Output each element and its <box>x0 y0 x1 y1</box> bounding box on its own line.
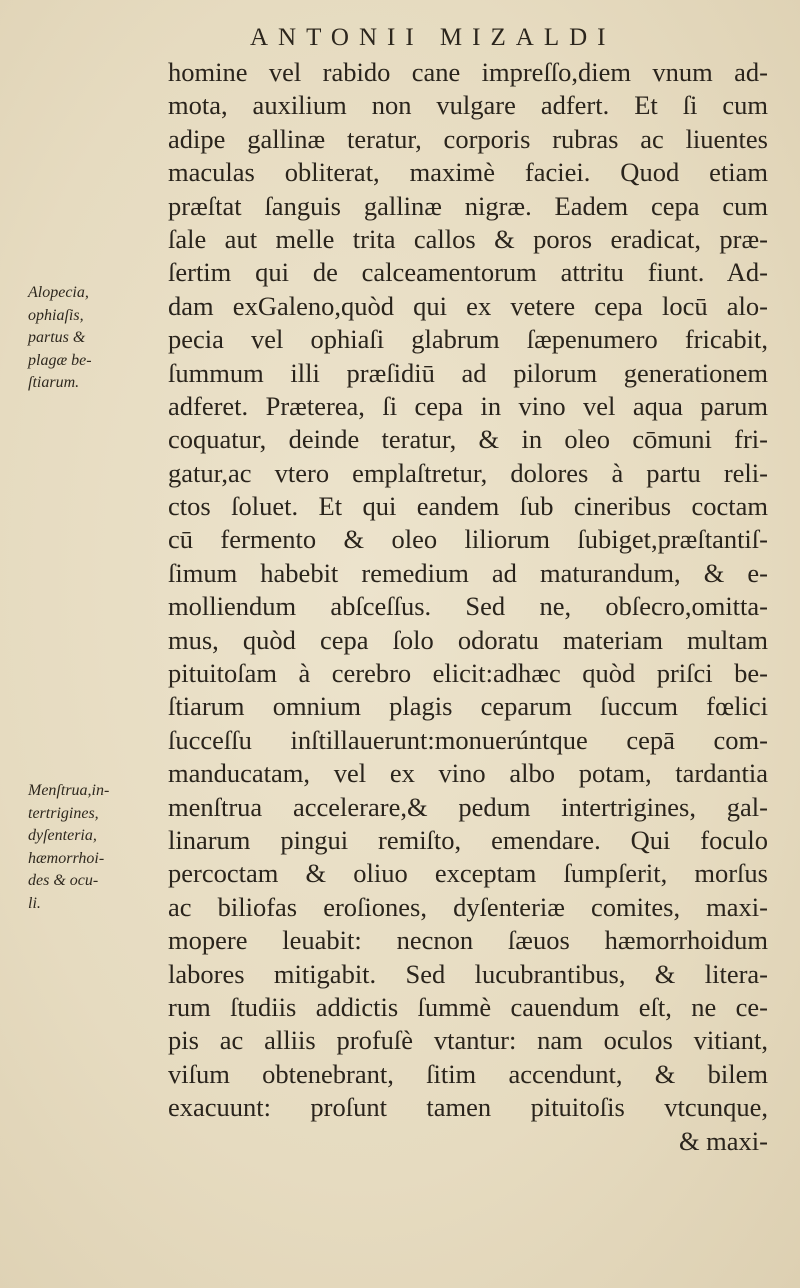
margin-note-line: plagæ be- <box>28 351 92 369</box>
text-line: dam exGaleno,quòd qui ex vetere cepa locū alo- <box>168 290 768 321</box>
text-line: percoctam & oliuo exceptam ſumpſerit, morſus <box>168 858 768 889</box>
text-line: manducatam, vel ex vino albo potam, tardantia <box>168 758 768 789</box>
margin-note-line: des & ocu- <box>28 872 99 889</box>
main-text-block <box>168 56 768 1158</box>
text-line: rum ſtudiis addictis ſummè cauendum eſt, ne ce- <box>168 991 768 1022</box>
text-line: ctos ſoluet. Et qui eandem ſub cineribus coctam <box>168 491 768 522</box>
margin-note-alopecia <box>28 282 156 395</box>
running-header: ANTONII MIZALDI <box>250 24 616 51</box>
text-line: linarum pingui remiſto, emendare. Qui foculo <box>168 824 768 855</box>
margin-note-line: partus & <box>28 329 86 346</box>
text-line: exacuunt: proſunt tamen pituitoſis vtcunque, <box>168 1092 768 1123</box>
text-line: homine vel rabido cane impreſſo,diem vnum ad- <box>168 57 768 87</box>
text-line: ſale aut melle trita callos & poros eradicat, præ- <box>168 223 768 254</box>
text-line: coquatur, deinde teratur, & in oleo cōmuni fri- <box>168 424 768 455</box>
text-line: ſertim qui de calceamentorum attritu fiunt. Ad- <box>168 257 768 288</box>
text-line: labores mitigabit. Sed lucubrantibus, & litera- <box>168 958 768 989</box>
margin-note-line: Menſtrua,in- <box>28 782 110 799</box>
text-line: pecia vel ophiaſi glabrum ſæpenumero fricabit, <box>168 324 768 355</box>
margin-note-line: ſtiarum. <box>28 374 80 391</box>
text-line: pis ac alliis profuſè vtantur: nam oculos vitiant, <box>168 1025 768 1056</box>
text-line: ſummum illi præſidiū ad pilorum generationem <box>168 357 768 388</box>
text-line: adipe gallinæ teratur, corporis rubras ac liuentes <box>168 123 768 154</box>
text-line: molliendum abſceſſus. Sed ne, obſecro,omitta- <box>168 591 768 622</box>
text-line: pituitoſam à cerebro elicit:adhæc quòd priſci be- <box>168 658 768 689</box>
text-line: ſucceſſu inſtillauerunt:monuerúntque cepā com- <box>168 724 768 755</box>
text-line: mus, quòd cepa ſolo odoratu materiam multam <box>168 624 768 655</box>
text-line: præſtat ſanguis gallinæ nigræ. Eadem cepa cum <box>168 190 768 221</box>
text-line: viſum obtenebrant, ſitim accendunt, & bilem <box>168 1058 768 1089</box>
margin-note-line: ophiaſis, <box>28 306 84 324</box>
text-line: adferet. Præterea, ſi cepa in vino vel aqua parum <box>168 390 768 421</box>
margin-note-menstrua <box>28 780 156 915</box>
text-line: menſtrua accelerare,& pedum intertrigines, gal- <box>168 791 768 822</box>
margin-note-line: li. <box>28 894 41 912</box>
margin-note-line: tertrigines, <box>28 804 99 822</box>
text-line: ſimum habebit remedium ad maturandum, & e- <box>168 557 768 588</box>
text-line: mota, auxilium non vulgare adfert. Et ſi cum <box>168 90 768 121</box>
text-line: ſtiarum omnium plagis ceparum ſuccum fœlici <box>168 691 768 722</box>
margin-note-line: dyſenteria, <box>28 827 97 844</box>
catchword-line: & maxi- <box>678 1125 768 1156</box>
text-line: ac biliofas eroſiones, dyſenteriæ comites, maxi- <box>168 891 768 922</box>
text-line: mopere leuabit: necnon ſæuos hæmorrhoidum <box>168 925 768 956</box>
text-line: gatur,ac vtero emplaſtretur, dolores à partu reli- <box>168 457 768 488</box>
text-line: cū fermento & oleo liliorum ſubiget,præſtantiſ- <box>168 524 768 555</box>
margin-note-line: hæmorrhoi- <box>28 849 105 867</box>
text-line: maculas obliterat, maximè faciei. Quod etiam <box>168 157 768 188</box>
margin-note-line: Alopecia, <box>28 284 89 301</box>
